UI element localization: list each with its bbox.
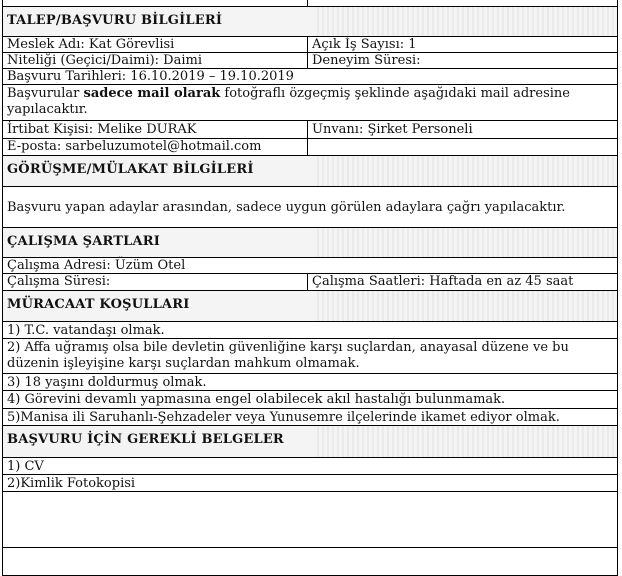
muracaat-heading-text: MÜRACAAT KOŞULLARI [7, 297, 190, 312]
scan-texture [317, 156, 617, 186]
muracaat-item-2: 2) Affa uğramış olsa bile devletin güvenliğine karşı suçlardan, anayasal düzene ve bu düzenin işleyişine karşı suçlardan mahkum olmamak. [3, 339, 617, 374]
calisma-sure-row [3, 274, 617, 291]
bottom-empty-row [3, 548, 617, 575]
note-post: fotoğraflı özgeçmiş şeklinde aşağıdaki mail adresine yapılacaktır. [7, 86, 570, 117]
belgeler-item-1: 1) CV [3, 458, 617, 475]
muracaat-item-3: 3) 18 yaşını doldurmuş olmak. [3, 374, 617, 391]
belgeler-item-2: 2)Kimlik Fotokopisi [3, 475, 617, 492]
deneyim-suresi: Deneyim Süresi: [312, 53, 421, 68]
scan-texture [317, 291, 617, 321]
eposta: E-posta: sarbeluzumotel@hotmail.com [3, 139, 308, 155]
scan-texture [317, 426, 617, 457]
muracaat-item-5: 5)Manisa ili Saruhanlı-Şehzadeler veya Yunusemre ilçelerinde ikamet ediyor olmak. [3, 409, 617, 426]
gorusme-section-heading [3, 156, 617, 187]
belgeler-heading-text: BAŞVURU İÇİN GEREKLİ BELGELER [7, 432, 284, 447]
scan-texture [317, 7, 617, 36]
basvuru-note [3, 85, 617, 121]
job-posting-table [2, 6, 618, 576]
belgeler-empty-row [3, 492, 617, 548]
muracaat-section-heading [3, 291, 617, 322]
muracaat-item-1: 1) T.C. vatandaşı olmak. [3, 322, 617, 339]
calisma-adresi: Çalışma Adresi: Üzüm Otel [3, 258, 617, 274]
calisma-suresi: Çalışma Süresi: [3, 274, 308, 290]
gorusme-text: Başvuru yapan adaylar arasından, sadece uygun görülen adaylara çağrı yapılacaktır. [3, 187, 617, 228]
calisma-heading-text: ÇALIŞMA ŞARTLARI [7, 234, 161, 249]
note-bold: sadece mail olarak [83, 86, 221, 101]
unvani: Unvanı: Şirket Personeli [312, 122, 473, 137]
gorusme-heading-text: GÖRÜŞME/MÜLAKAT BİLGİLERİ [7, 162, 254, 177]
irtibat-kisisi: İrtibat Kişisi: Melike DURAK [3, 121, 308, 138]
eposta-row [3, 139, 617, 156]
talep-heading-text: TALEP/BAŞVURU BİLGİLERİ [7, 13, 223, 28]
irtibat-row [3, 121, 617, 139]
calisma-section-heading [3, 228, 617, 258]
niteligi: Niteliği (Geçici/Daimi): Daimi [3, 53, 308, 68]
belgeler-section-heading [3, 426, 617, 458]
nitelik-row [3, 53, 617, 69]
acik-is-sayisi: Açık İş Sayısı: 1 [312, 37, 417, 52]
meslek-row [3, 37, 617, 53]
scan-texture [317, 228, 617, 257]
form-page [2, 0, 618, 576]
calisma-saatleri: Çalışma Saatleri: Haftada en az 45 saat [312, 274, 574, 289]
muracaat-item-4: 4) Görevini devamlı yapmasına engel olabilecek akıl hastalığı bulunmamak. [3, 391, 617, 409]
meslek-adi: Meslek Adı: Kat Görevlisi [3, 37, 308, 52]
talep-section-heading [3, 7, 617, 37]
eposta-empty [308, 139, 617, 155]
note-pre: Başvurular [7, 86, 84, 101]
basvuru-tarihleri: Başvuru Tarihleri: 16.10.2019 – 19.10.2019 [3, 69, 617, 85]
